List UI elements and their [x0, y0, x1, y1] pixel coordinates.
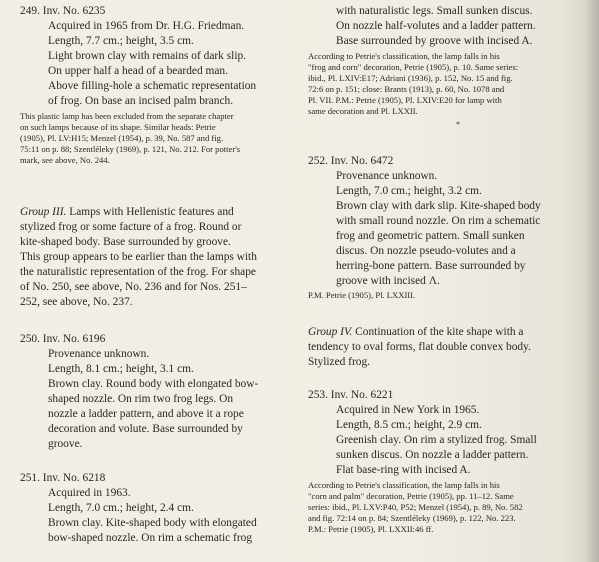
entry-251-note: Pl. VII. P.M.: Petrie (1905), Pl. LXIV:E20 for lamp with	[308, 95, 502, 105]
entry-253-note: "corn and palm" decoration, Petrie (1905), pp. 11–12. Same	[308, 491, 514, 501]
entry-249-heading: 249. Inv. No. 6235	[20, 5, 106, 17]
entry-253-line: sunken discus. On nozzle a ladder pattern.	[336, 449, 529, 461]
entry-252-line: with small round nozzle. On rim a schematic	[336, 215, 541, 227]
group-4-text: Continuation of the kite shape with a	[352, 326, 524, 338]
group-3-label: Group III.	[20, 206, 67, 218]
book-spine-shadow	[585, 0, 599, 562]
group-3-intro	[20, 205, 234, 219]
entry-249-note: This plastic lamp has been excluded from the separate chapter	[20, 111, 234, 121]
entry-251-note: same decoration and Pl. LXXII.	[308, 106, 418, 116]
entry-251-continued-line: On nozzle half-volutes and a ladder pattern.	[336, 20, 536, 32]
entry-253-note: and fig. 72:14 on p. 84; Szentléleky (1969), p. 122, No. 223.	[308, 513, 516, 523]
entry-250-line: decoration and volute. Base surrounded by	[48, 423, 243, 435]
group-3-line: stylized frog or some facture of a frog. Round or	[20, 221, 242, 233]
entry-249-line: Length, 7.7 cm.; height, 3.5 cm.	[48, 35, 194, 47]
entry-250-line: Length, 8.1 cm.; height, 3.1 cm.	[48, 363, 194, 375]
entry-250-line: Provenance unknown.	[48, 348, 150, 360]
entry-252-line: discus. On nozzle pseudo-volutes and a	[336, 245, 516, 257]
entry-253-line: Flat base-ring with incised A.	[336, 464, 471, 476]
entry-253-note: P.M.: Petrie (1905), Pl. LXXII:46 ff.	[308, 524, 434, 534]
entry-252-line: groove with incised Λ.	[336, 275, 440, 287]
entry-251-continued-line: with naturalistic legs. Small sunken discus.	[336, 5, 533, 17]
entry-251-line: Length, 7.0 cm.; height, 2.4 cm.	[48, 502, 194, 514]
entry-253-note: series: ibid., Pl. LXV:P40, P52; Menzel (1954), p. 89, No. 582	[308, 502, 523, 512]
entry-253-line: Length, 8.5 cm.; height, 2.9 cm.	[336, 419, 482, 431]
entry-249-note: on such lamps because of its shape. Similar heads: Petrie	[20, 122, 216, 132]
star-mark: *	[456, 120, 460, 129]
entry-250-line: groove.	[48, 438, 83, 450]
group-3-line: This group appears to be earlier than the lamps with	[20, 251, 257, 263]
group-3-line: the naturalistic representation of the frog. For shape	[20, 266, 256, 278]
group-4-line: Stylized frog.	[308, 356, 371, 368]
entry-253-note: According to Petrie's classification, the lamp falls in his	[308, 480, 500, 490]
entry-253-line: Greenish clay. On rim a stylized frog. Small	[336, 434, 537, 446]
group-4-intro	[308, 325, 523, 339]
entry-249-note: mark, see above, No. 244.	[20, 155, 110, 165]
group-3-line: of No. 250, see above, No. 236 and for Nos. 251–	[20, 281, 247, 293]
entry-249-line: of frog. On base an incised palm branch.	[48, 95, 234, 107]
entry-251-note: "frog and corn" decoration, Petrie (1905), p. 10. Same series:	[308, 62, 519, 72]
group-4-label: Group IV.	[308, 326, 353, 338]
entry-251-note: 72:6 on p. 151; close: Brants (1913), p. 60, No. 1078 and	[308, 84, 505, 94]
group-3-line: 252, see above, No. 237.	[20, 296, 133, 308]
entry-251-line: Acquired in 1963.	[48, 487, 131, 499]
entry-249-note: (1905), Pl. LV:H15; Menzel (1954), p. 39, No. 587 and fig.	[20, 133, 224, 143]
entry-249-line: Above filling-hole a schematic representation	[48, 80, 257, 92]
entry-252-line: herring-bone pattern. Base surrounded by	[336, 260, 526, 272]
group-3-line: kite-shaped body. Base surrounded by groove.	[20, 236, 231, 248]
entry-250-line: nozzle a ladder pattern, and above it a rope	[48, 408, 244, 420]
entry-250-line: shaped nozzle. On rim two frog legs. On	[48, 393, 234, 405]
entry-251-line: bow-shaped nozzle. On rim a schematic frog	[48, 532, 253, 544]
entry-253-line: Acquired in New York in 1965.	[336, 404, 480, 416]
entry-252-line: frog and geometric pattern. Small sunken	[336, 230, 525, 242]
entry-252-line: Length, 7.0 cm.; height, 3.2 cm.	[336, 185, 482, 197]
entry-253-heading: 253. Inv. No. 6221	[308, 389, 394, 401]
entry-251-line: Brown clay. Kite-shaped body with elongated	[48, 517, 257, 529]
entry-252-line: Brown clay with dark slip. Kite-shaped body	[336, 200, 541, 212]
entry-252-note: P.M. Petrie (1905), Pl. LXXIII.	[308, 290, 416, 300]
entry-249-line: Light brown clay with remains of dark slip.	[48, 50, 247, 62]
group-4-line: tendency to oval forms, flat double convex body.	[308, 341, 531, 353]
entry-252-heading: 252. Inv. No. 6472	[308, 155, 394, 167]
entry-249-line: Acquired in 1965 from Dr. H.G. Friedman.	[48, 20, 245, 32]
entry-251-note: ibid., Pl. LXIV:E17; Adriani (1936), p. 152, No. 15 and fig.	[308, 73, 513, 83]
entry-250-line: Brown clay. Round body with elongated bow-	[48, 378, 259, 390]
entry-250-heading: 250. Inv. No. 6196	[20, 333, 106, 345]
entry-252-line: Provenance unknown.	[336, 170, 438, 182]
entry-251-heading: 251. Inv. No. 6218	[20, 472, 106, 484]
group-3-text: Lamps with Hellenistic features and	[66, 206, 234, 218]
entry-251-note: According to Petrie's classification, the lamp falls in his	[308, 51, 500, 61]
entry-251-continued-line: Base surrounded by groove with incised A.	[336, 35, 533, 47]
entry-249-note: 75:11 on p. 88; Szentléleky (1969), p. 121, No. 212. For potter's	[20, 144, 241, 154]
entry-249-line: On upper half a head of a bearded man.	[48, 65, 228, 77]
